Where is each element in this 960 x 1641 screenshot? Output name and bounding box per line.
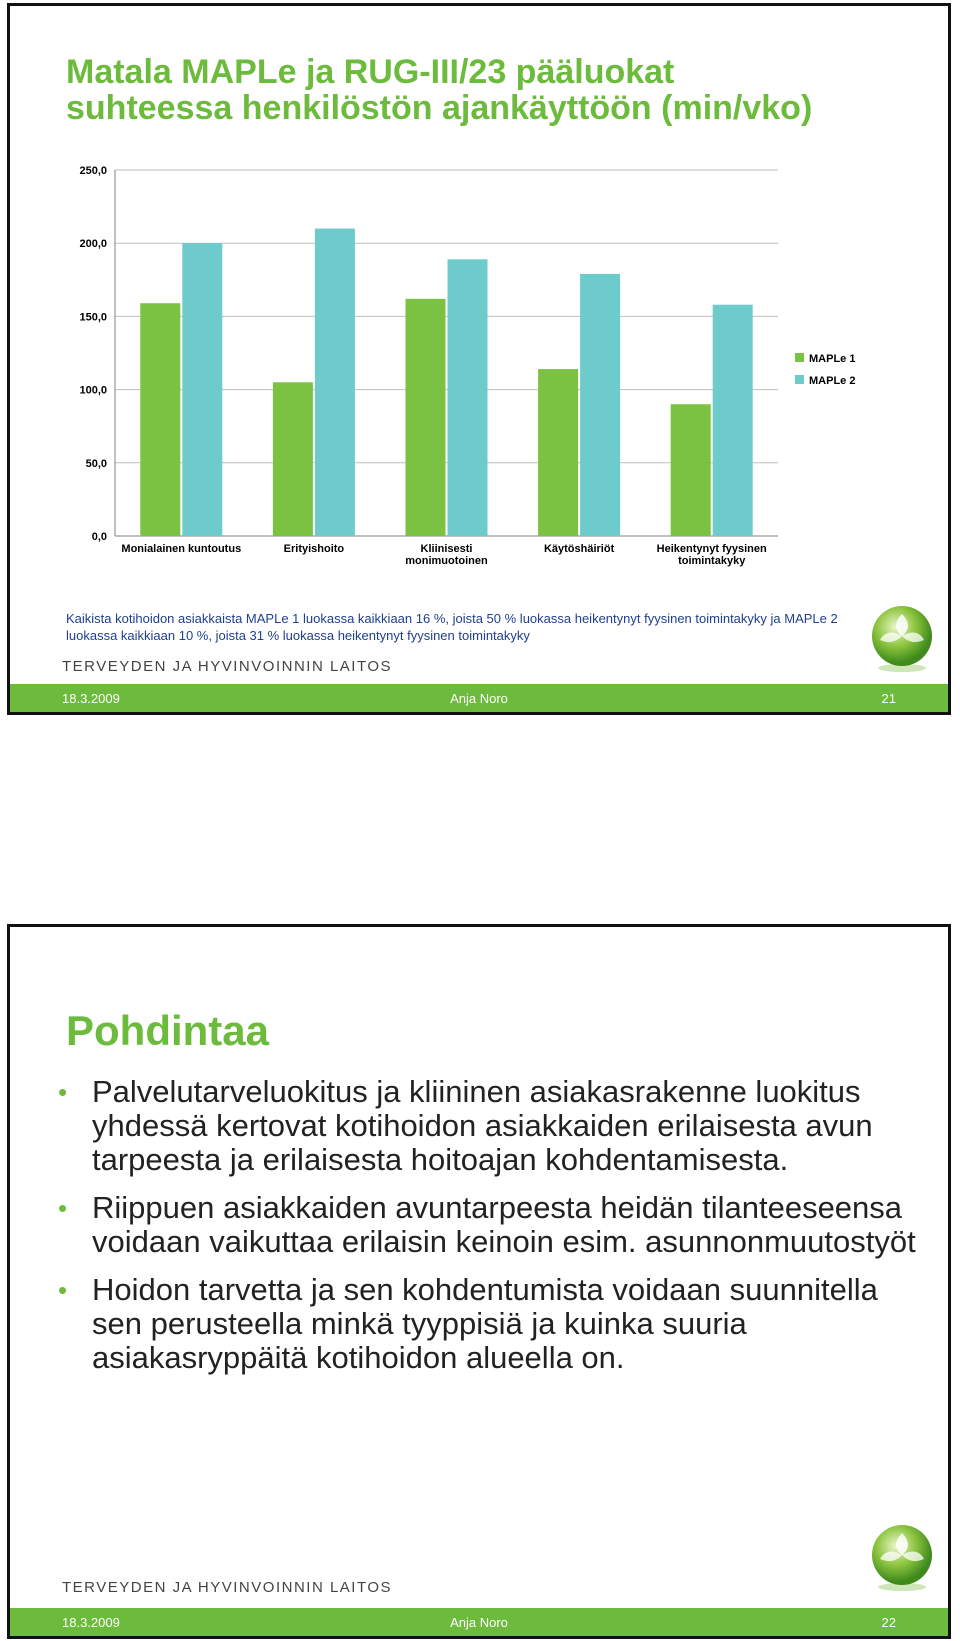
globe-logo-icon — [864, 1519, 938, 1593]
x-tick-label: Monialainen kuntoutus — [121, 543, 242, 555]
globe-logo-icon — [864, 600, 938, 674]
x-tick-label: Kliinisesti — [420, 543, 473, 555]
bar — [273, 382, 313, 536]
title-line-2: suhteessa henkilöstön ajankäyttöön (min/vko) — [66, 89, 813, 127]
footer-author: Anja Noro — [450, 691, 508, 706]
footer-author: Anja Noro — [450, 1615, 508, 1630]
title-line-1: Matala MAPLe ja RUG-III/23 pääluokat — [66, 53, 675, 91]
x-tick-label: Heikentynyt fyysinen — [656, 543, 767, 555]
bullet-item: • Hoidon tarvetta ja sen kohdentumista voidaan suunnitella sen perusteella minkä tyyppisiä ja kuinka suuria asiakasryppäitä kotihoidon alueella on. — [58, 1273, 918, 1375]
x-tick-label: monimuotoinen — [405, 555, 488, 567]
slide-21 — [7, 3, 951, 715]
bullet-item: • Riippuen asiakkaiden avuntarpeesta heidän tilanteeseensa voidaan vaikuttaa erilaisin keinoin esim. asunnonmuutostyöt — [58, 1191, 918, 1259]
bar — [140, 303, 180, 536]
y-tick-label: 150,0 — [79, 311, 107, 324]
org-name: TERVEYDEN JA HYVINVOINNIN LAITOS — [62, 1579, 393, 1596]
footer-page-number: 22 — [881, 1615, 896, 1630]
footer-date: 18.3.2009 — [62, 1615, 120, 1630]
bar — [406, 299, 446, 536]
bar — [713, 305, 753, 536]
x-tick-label: Käytöshäiriöt — [543, 543, 615, 555]
bar — [315, 229, 355, 536]
org-name: TERVEYDEN JA HYVINVOINNIN LAITOS — [62, 658, 393, 675]
legend-swatch — [795, 375, 804, 384]
x-tick-label: toimintakyky — [678, 555, 746, 567]
slide-footer — [10, 684, 948, 712]
x-tick-label: Erityishoito — [283, 543, 345, 555]
y-tick-label: 50,0 — [85, 457, 107, 470]
bar — [448, 259, 488, 536]
y-tick-label: 100,0 — [79, 384, 107, 397]
footnote: Kaikista kotihoidon asiakkaista MAPLe 1 luokassa kaikkiaan 16 %, joista 50 % luokassa heikentynyt fyysinen toimintakyky ja MAPLe 2 luokassa kaikkiaan 10 %, joista 31 % luokassa heikentynyt fyysinen toimintakyky — [66, 611, 838, 643]
bar — [671, 404, 711, 536]
footer-date: 18.3.2009 — [62, 691, 120, 706]
bar — [580, 274, 620, 536]
footer-page-number: 21 — [881, 691, 896, 706]
slide-footer — [10, 1608, 948, 1636]
bullet-list — [58, 1075, 918, 1389]
bar — [538, 369, 578, 536]
y-tick-label: 0,0 — [91, 531, 107, 543]
legend-label: MAPLe 1 — [809, 353, 856, 365]
bullet-item: • Palvelutarveluokitus ja kliininen asiakasrakenne luokitus yhdessä kertovat kotihoidon asiakkaiden erilaisesta avun tarpeesta ja erilaisesta hoitoajan kohdentamisesta. — [58, 1075, 918, 1177]
y-tick-label: 200,0 — [79, 238, 107, 251]
bar-chart — [50, 156, 930, 606]
y-tick-label: 250,0 — [79, 165, 107, 177]
slide-title: Pohdintaa — [66, 1007, 270, 1054]
slide-22 — [7, 924, 951, 1639]
legend-label: MAPLe 2 — [809, 375, 856, 387]
legend-swatch — [795, 353, 804, 362]
slide-title — [66, 54, 812, 126]
bar — [182, 243, 222, 536]
